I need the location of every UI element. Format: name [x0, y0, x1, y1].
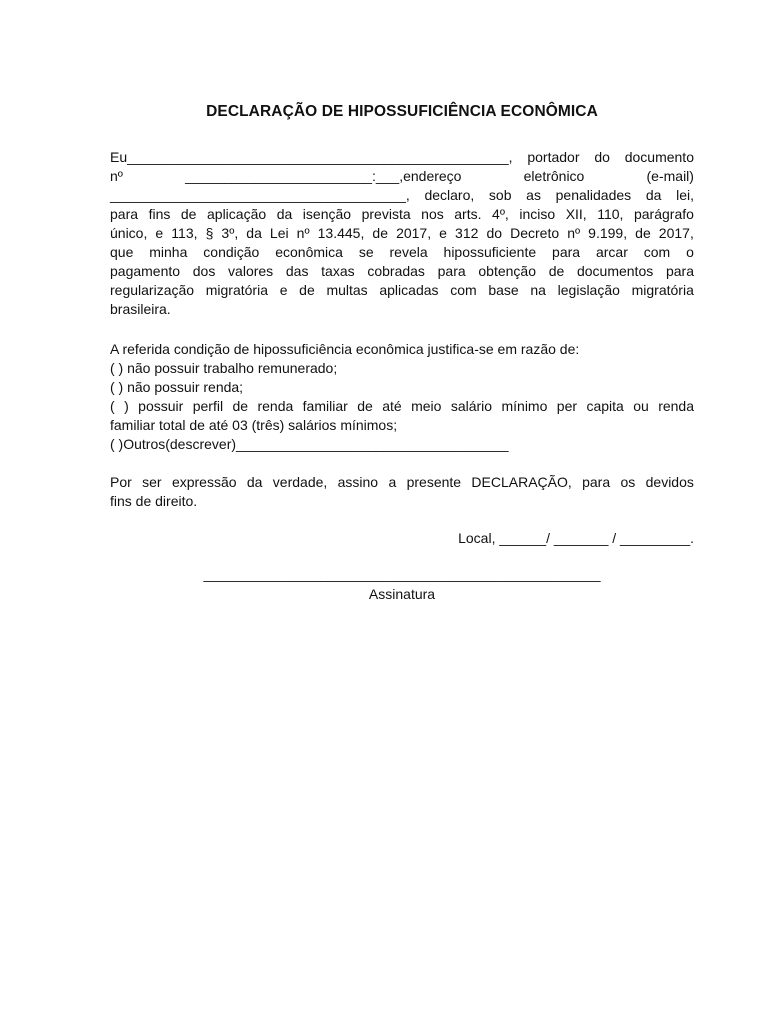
word: meio — [411, 398, 442, 414]
paragraph-line — [110, 262, 694, 281]
word: perfil — [192, 398, 224, 414]
word: 9.199, — [588, 225, 628, 241]
word: Decreto — [510, 225, 560, 241]
paragraph-line — [110, 281, 694, 300]
word: sob — [488, 187, 512, 203]
word: de — [299, 282, 315, 298]
document-title: DECLARAÇÃO DE HIPOSSUFICIÊNCIA ECONÔMICA — [206, 103, 598, 120]
word: Eu_________________________________________________, — [110, 149, 513, 165]
word: para — [582, 474, 611, 490]
word: ( — [110, 398, 115, 414]
word: cobradas — [367, 263, 425, 279]
word: portador — [527, 149, 580, 165]
word: a — [388, 474, 397, 490]
word: presente — [406, 474, 462, 490]
word: na — [530, 282, 546, 298]
word: aplicação — [207, 206, 267, 222]
word: nos — [421, 206, 444, 222]
option-low-family-income — [110, 397, 694, 416]
word: de — [372, 225, 388, 241]
word: inciso — [519, 206, 556, 222]
word: ser — [142, 474, 162, 490]
word: 13.445, — [317, 225, 365, 241]
word: possuir — [138, 398, 184, 414]
word: econômica — [275, 244, 343, 260]
word: § — [205, 225, 214, 241]
word: Por — [110, 474, 132, 490]
word: os — [620, 474, 636, 490]
word: da — [645, 187, 662, 203]
option-low-family-income-cont: familiar total de até 03 (três) salários mínimos; — [110, 417, 398, 433]
word: declaro, — [424, 187, 475, 203]
word: minha — [149, 244, 188, 260]
word: ______________________________________, — [110, 187, 410, 203]
word: da — [276, 206, 293, 222]
word: devidos — [645, 474, 694, 490]
word: lei, — [676, 187, 694, 203]
word: 110, — [597, 206, 624, 222]
word: para — [665, 263, 694, 279]
word: condição — [203, 244, 260, 260]
word: ________________________:___,endereço — [185, 168, 462, 184]
word: de — [180, 206, 197, 222]
word: e — [155, 225, 164, 241]
word: para — [552, 244, 581, 260]
word: do — [594, 149, 610, 165]
word: de — [635, 225, 651, 241]
word: 2017, — [396, 225, 432, 241]
word: 4º, — [492, 206, 509, 222]
word: arts. — [454, 206, 482, 222]
option-no-income: ( ) não possuir renda; — [110, 379, 244, 395]
word: ou — [633, 398, 649, 414]
word: das — [285, 263, 309, 279]
paragraph-line — [110, 148, 694, 167]
word: DECLARAÇÃO, — [471, 474, 572, 490]
word: e — [439, 225, 447, 241]
paragraph-line — [110, 224, 694, 243]
word: arcar — [595, 244, 628, 260]
word: regularização — [110, 282, 195, 298]
word: 2017, — [658, 225, 694, 241]
closing-paragraph — [110, 473, 694, 511]
word: XII, — [565, 206, 587, 222]
word: base — [488, 282, 519, 298]
declaration-paragraph — [110, 148, 694, 319]
word: ) — [124, 398, 129, 414]
word: de — [232, 398, 249, 414]
word: nº — [296, 225, 310, 241]
word: verdade, — [272, 474, 328, 490]
word: Lei — [269, 225, 289, 241]
word: documentos — [576, 263, 654, 279]
paragraph-line — [110, 243, 694, 262]
word: único, — [110, 225, 148, 241]
word: eletrônico — [523, 168, 585, 184]
word: 113, — [171, 225, 198, 241]
paragraph-line — [110, 473, 694, 492]
word: isenção — [302, 206, 352, 222]
word: com — [450, 282, 477, 298]
word: as — [526, 187, 541, 203]
word: per — [556, 398, 578, 414]
paragraph-line — [110, 186, 694, 205]
word: obtenção — [478, 263, 536, 279]
word: prevista — [361, 206, 411, 222]
word: se — [358, 244, 374, 260]
word: renda — [257, 398, 294, 414]
word: de — [357, 398, 373, 414]
word: dos — [192, 263, 216, 279]
word: com — [643, 244, 671, 260]
word: para — [110, 206, 139, 222]
paragraph-line — [110, 167, 694, 186]
word: pagamento — [110, 263, 181, 279]
word: da — [246, 225, 262, 241]
signature-line: ___________________________________________________ — [203, 566, 601, 582]
option-no-paid-work: ( ) não possuir trabalho remunerado; — [110, 360, 338, 376]
word: aplicadas — [379, 282, 439, 298]
word: legislação — [557, 282, 620, 298]
word: nº — [110, 168, 123, 184]
word: migratória — [631, 282, 694, 298]
paragraph-line: brasileira. — [110, 301, 171, 317]
justification-paragraph — [110, 340, 694, 454]
word: assino — [337, 474, 379, 490]
word: de — [548, 263, 565, 279]
word: taxas — [321, 263, 355, 279]
word: que — [110, 244, 134, 260]
word: fins — [148, 206, 171, 222]
word: 312 — [455, 225, 479, 241]
word: do — [486, 225, 503, 241]
word: da — [246, 474, 263, 490]
word: e — [279, 282, 288, 298]
justification-intro: A referida condição de hipossuficiência econômica justifica-se em razão de: — [110, 341, 580, 357]
word: até — [382, 398, 402, 414]
local-date-line: Local, ______/ _______ / _________. — [458, 530, 694, 546]
word: multas — [326, 282, 368, 298]
word: revela — [389, 244, 428, 260]
word: para — [437, 263, 466, 279]
option-others: ( )Outros(descrever)___________________________________ — [110, 436, 509, 452]
word: migratória — [205, 282, 268, 298]
word: penalidades — [555, 187, 632, 203]
word: nº — [567, 225, 581, 241]
word: capita — [586, 398, 624, 414]
word: parágrafo — [633, 206, 694, 222]
word: expressão — [171, 474, 237, 490]
paragraph-line: fins de direito. — [110, 493, 198, 509]
word: hipossuficiente — [443, 244, 537, 260]
word: documento — [624, 149, 694, 165]
word: renda — [658, 398, 694, 414]
word: o — [686, 244, 694, 260]
signature-label: Assinatura — [368, 586, 436, 602]
word: familiar — [302, 398, 348, 414]
word: salário — [450, 398, 493, 414]
paragraph-line — [110, 205, 694, 224]
word: valores — [228, 263, 274, 279]
word: mínimo — [501, 398, 548, 414]
word: 3º, — [221, 225, 239, 241]
word: (e-mail) — [646, 168, 694, 184]
